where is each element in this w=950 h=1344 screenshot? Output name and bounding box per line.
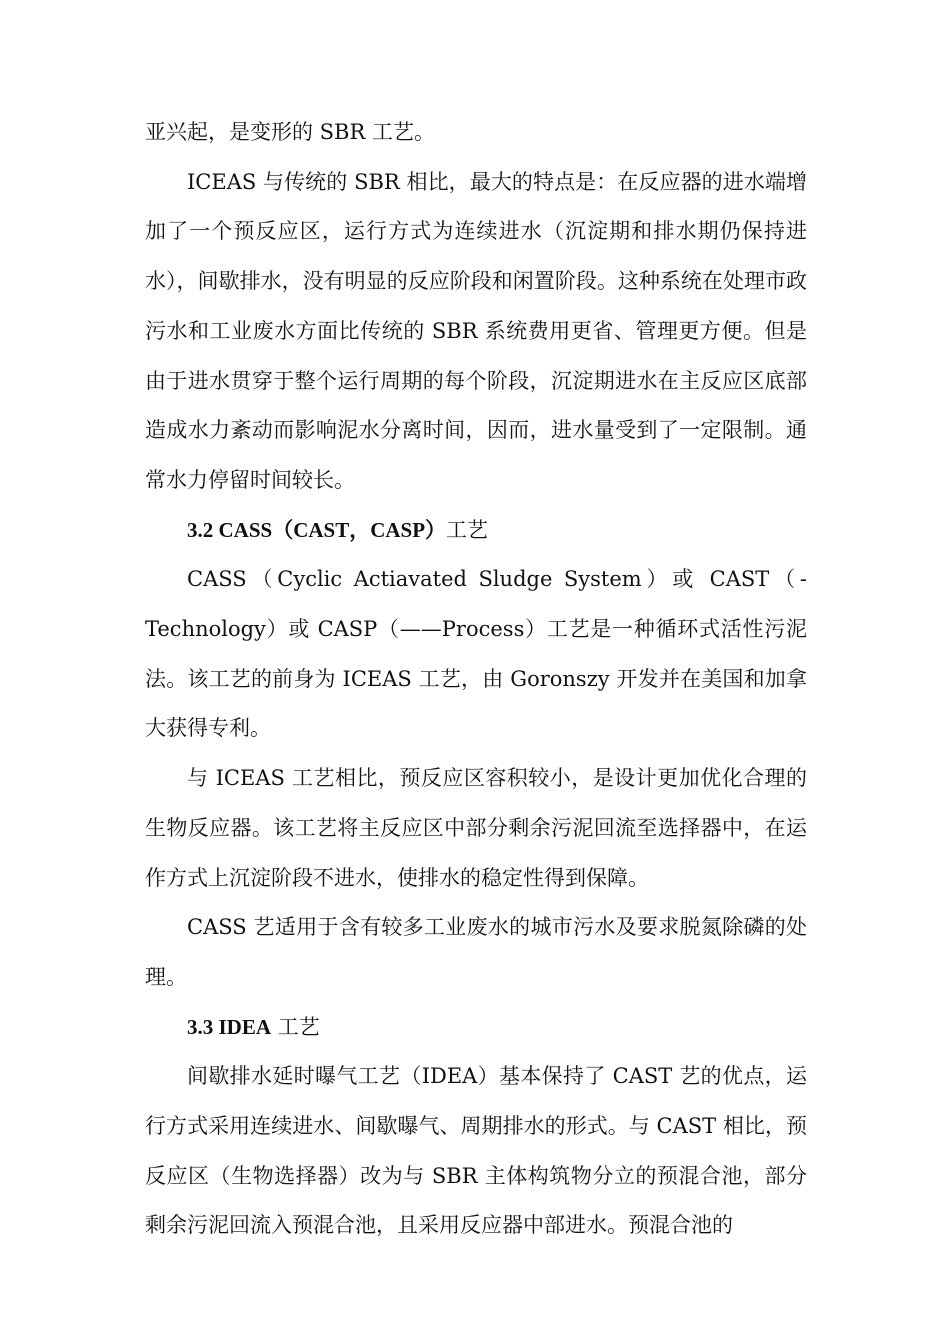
section-heading-3-3-rest: 工艺 [271, 1014, 320, 1039]
section-heading-3-2 [145, 506, 807, 556]
section-heading-3-2-bold: 3.2 CASS（CAST，CASP） [187, 517, 447, 542]
document-body [145, 108, 807, 1251]
section-heading-3-3 [145, 1003, 807, 1053]
paragraph-cass-intro: CASS（Cyclic Actiavated Sludge System）或 CAST（-Technology）或 CASP（——Process）工艺是一种循环式活性污泥法。该工艺的前身为 ICEAS 工艺，由 Goronszy 开发并在美国和加拿大获得专利。 [145, 567, 807, 741]
section-heading-3-2-rest: 工艺 [446, 517, 489, 542]
paragraph-cass-application: CASS 艺适用于含有较多工业废水的城市污水及要求脱氮除磷的处理。 [145, 915, 807, 989]
section-heading-3-3-bold: 3.3 IDEA [187, 1014, 272, 1039]
paragraph-iceas-features: ICEAS 与传统的 SBR 相比，最大的特点是：在反应器的进水端增加了一个预反应区，运行方式为连续进水（沉淀期和排水期仍保持进水），间歇排水，没有明显的反应阶段和闲置阶段。这种系统在处理市政污水和工业废水方面比传统的 SBR 系统费用更省、管理更方便。但是由于进水贯穿于整个运行周期的每个阶段，沉淀期进水在主反应区底部造成水力紊动而影响泥水分离时间，因而，进水量受到了一定限制。通常水力停留时间较长。 [145, 169, 807, 492]
paragraph-idea-process: 间歇排水延时曝气工艺（IDEA）基本保持了 CAST 艺的优点，运行方式采用连续进水、间歇曝气、周期排水的形式。与 CAST 相比，预反应区（生物选择器）改为与 SBR 主体构筑物分立的预混合池，部分剩余污泥回流入预混合池，且采用反应器中部进水。预混合池的 [145, 1064, 807, 1238]
paragraph-continuation: 亚兴起，是变形的 SBR 工艺。 [145, 120, 435, 144]
paragraph-cass-vs-iceas: 与 ICEAS 工艺相比，预反应区容积较小，是设计更加优化合理的生物反应器。该工艺将主反应区中部分剩余污泥回流至选择器中，在运作方式上沉淀阶段不进水，使排水的稳定性得到保障。 [145, 766, 807, 890]
